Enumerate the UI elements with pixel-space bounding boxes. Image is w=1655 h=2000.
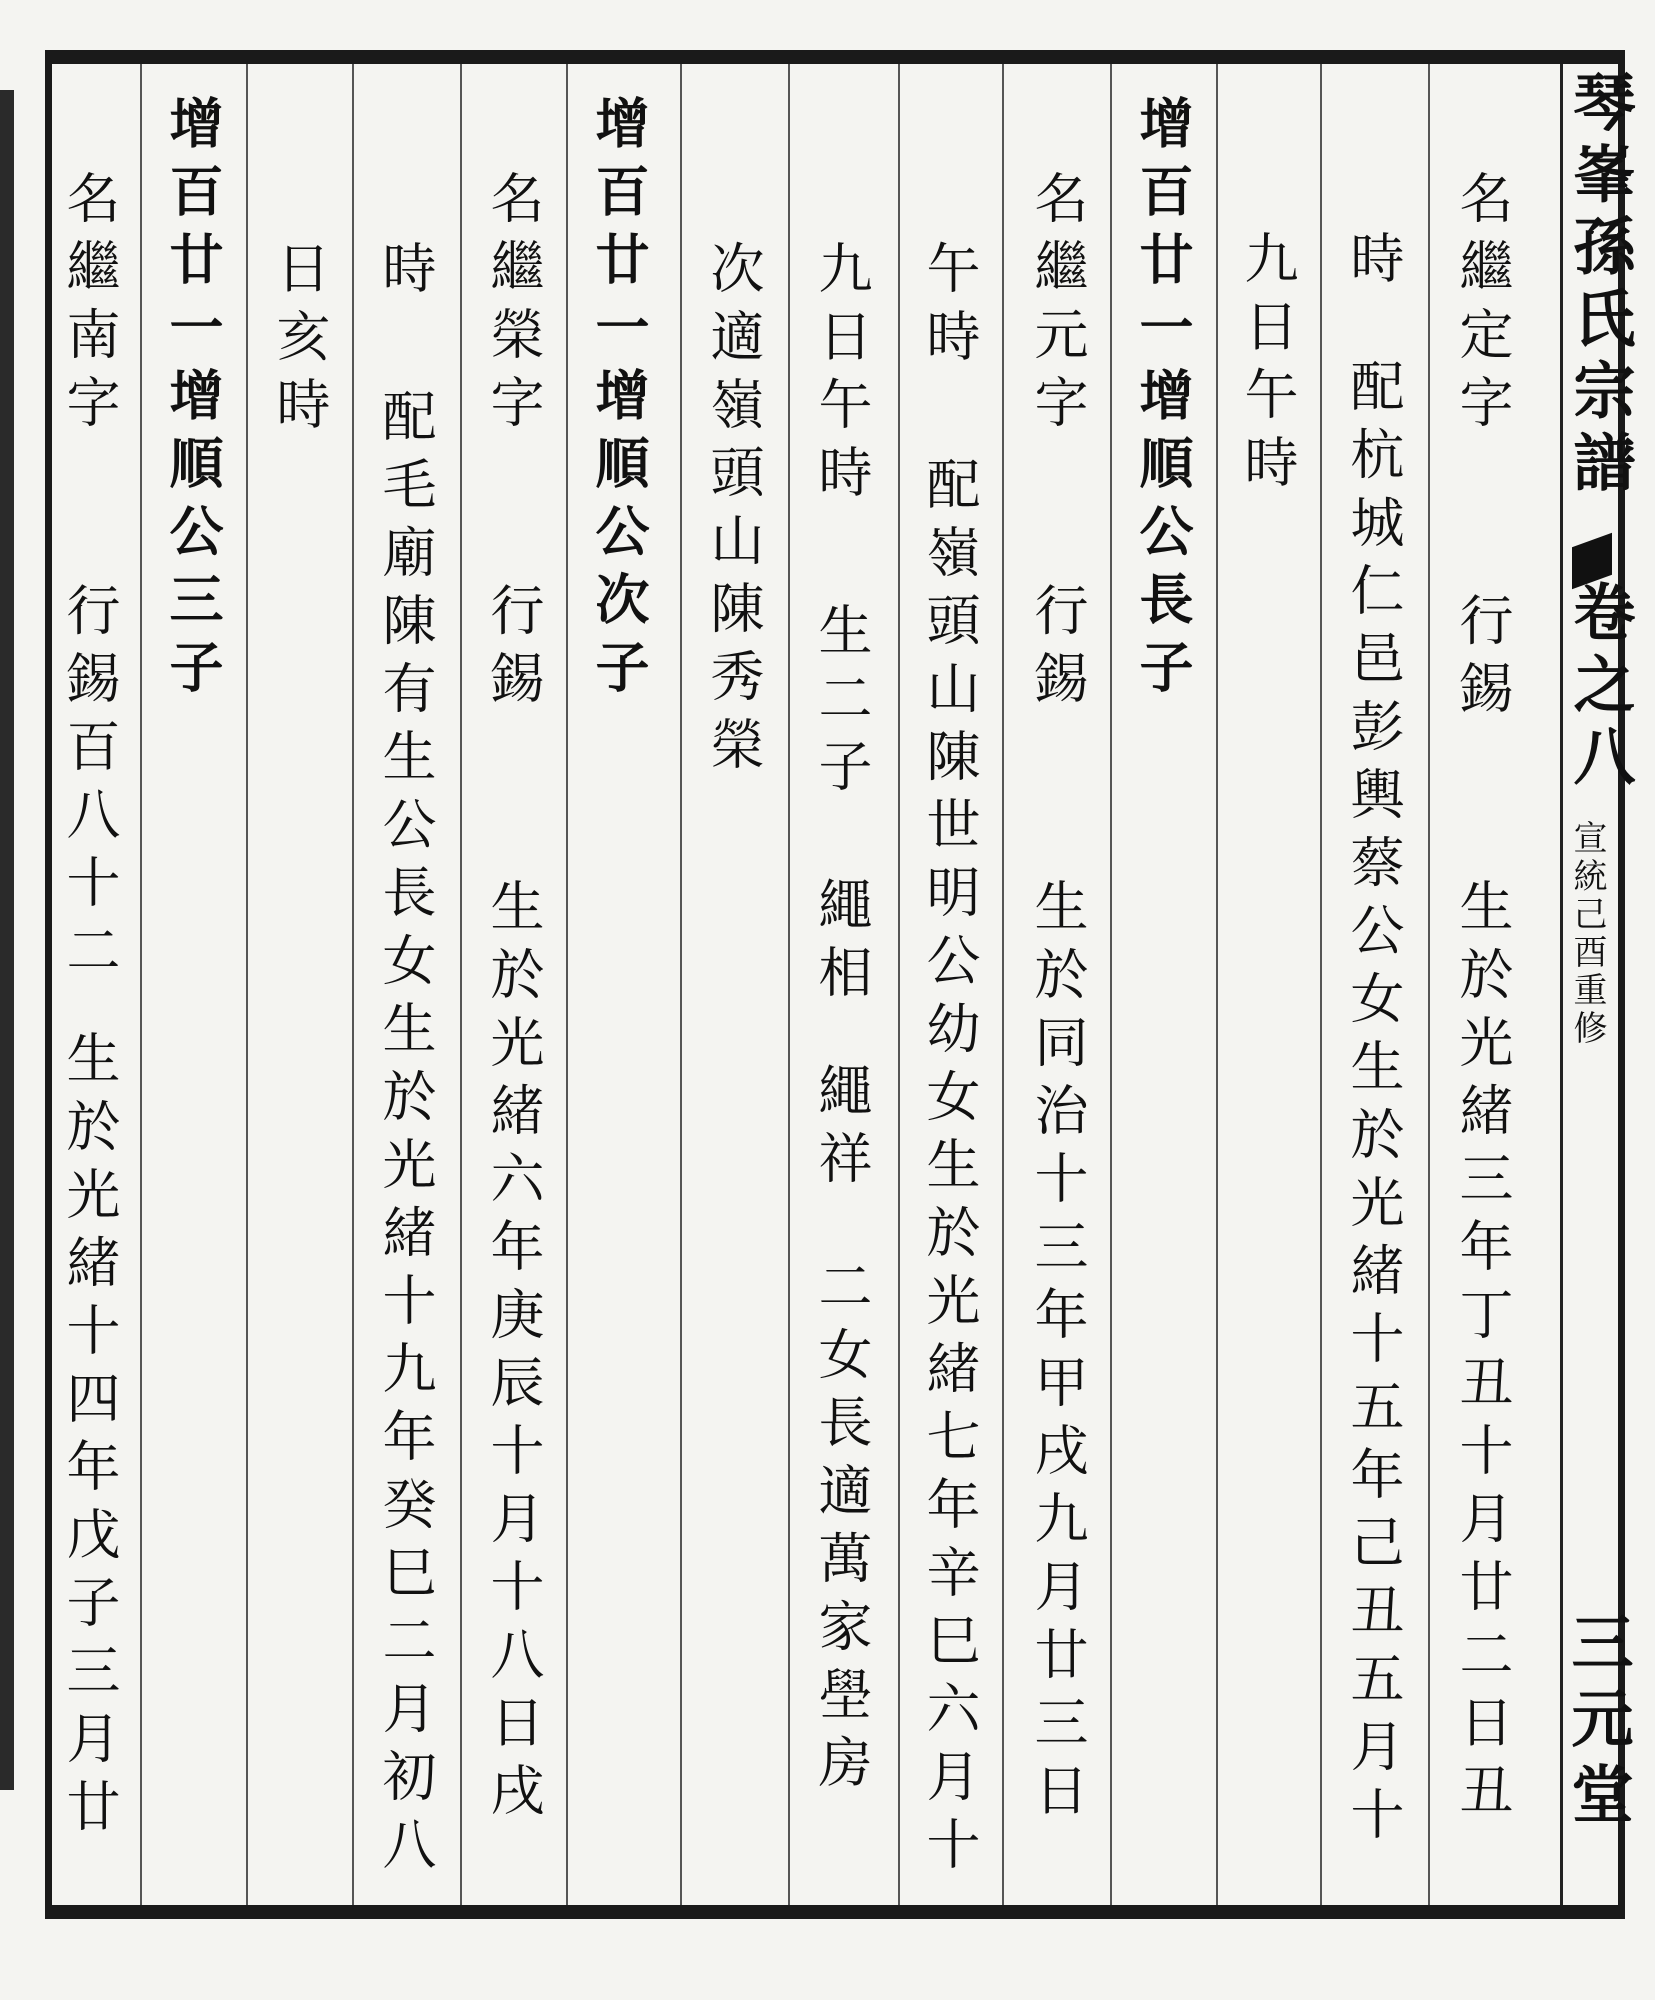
- entry-spouse: 配毛廟陳有生公長女生於光緒十九年癸巳二月初八: [374, 388, 437, 1884]
- column-rule: [1002, 64, 1004, 1905]
- margin-edition: 宣統己酉重修: [1567, 820, 1607, 1048]
- text-column-2: [1342, 230, 1405, 1854]
- margin-title: 琴峯孫氏宗譜: [1563, 70, 1636, 502]
- margin-hall-name: 三元堂: [1561, 1610, 1634, 1838]
- text-column-3: [1236, 230, 1299, 502]
- entry-name: 名繼南字: [58, 170, 121, 442]
- column-rule: [1428, 64, 1430, 1905]
- entry-time: 日亥時: [268, 240, 331, 444]
- column-rule: [352, 64, 354, 1905]
- text-column-7: [810, 240, 873, 1802]
- entry-name: 名繼榮字: [482, 170, 545, 442]
- text-column-11: [374, 240, 437, 1884]
- entry-son-1: 繩相: [810, 876, 873, 1012]
- entry-birth: 生於光緒十四年戊子三月廿: [58, 1030, 121, 1846]
- entry-daughter-2: 次適嶺頭山陳秀榮: [702, 240, 765, 784]
- column-rule: [1110, 64, 1112, 1905]
- column-rule: [1216, 64, 1218, 1905]
- text-column-13: [161, 95, 225, 707]
- entry-time: 九日午時: [810, 240, 873, 512]
- binding-edge: [0, 90, 14, 1790]
- entry-birth: 生於光緒六年庚辰十月十八日戌: [482, 878, 545, 1830]
- text-column-10: [482, 170, 545, 1830]
- text-column-9: [587, 95, 651, 707]
- text-column-8: [702, 240, 765, 784]
- frame-bottom-border: [45, 1905, 1625, 1919]
- column-rule: [246, 64, 248, 1905]
- margin-volume: 卷之八: [1563, 580, 1636, 796]
- frame-top-border: [45, 50, 1625, 64]
- column-rule: [1320, 64, 1322, 1905]
- entry-generation: 行錫: [1451, 592, 1514, 728]
- entry-children: 生二子: [810, 602, 873, 806]
- entry-spouse: 配杭城仁邑彭輿蔡公女生於光緒十五年己丑五月十: [1342, 358, 1405, 1854]
- entry-birth: 生於同治十三年甲戌九月廿三日: [1026, 878, 1089, 1830]
- column-rule: [460, 64, 462, 1905]
- text-column-4: [1131, 95, 1195, 707]
- column-rule: [680, 64, 682, 1905]
- entry-time: 時: [374, 240, 437, 308]
- entry-son-2: 繩祥: [810, 1062, 873, 1198]
- text-column-12: [268, 240, 331, 444]
- text-column-5: [1026, 170, 1089, 1830]
- column-rule: [140, 64, 142, 1905]
- entry-name: 名繼定字: [1451, 170, 1514, 442]
- entry-daughters: 二女長適萬家壆房: [810, 1258, 873, 1802]
- text-column-14: [58, 170, 121, 1846]
- text-column-1: [1451, 170, 1514, 1830]
- entry-birth: 生於光緒三年丁丑十月廿二日丑: [1451, 878, 1514, 1830]
- column-rule: [788, 64, 790, 1905]
- entry-time: 時: [1342, 230, 1405, 298]
- entry-lineage: 增百廿一增順公長子: [1131, 95, 1195, 707]
- entry-generation: 行錫: [482, 582, 545, 718]
- text-column-6: [918, 240, 981, 1884]
- entry-generation: 行錫百八十二: [58, 582, 121, 990]
- entry-time: 九日午時: [1236, 230, 1299, 502]
- frame-left-border: [45, 50, 52, 1919]
- entry-lineage: 增百廿一增順公次子: [587, 95, 651, 707]
- column-rule: [566, 64, 568, 1905]
- entry-time: 午時: [918, 240, 981, 376]
- entry-lineage: 增百廿一增順公三子: [161, 95, 225, 707]
- entry-name: 名繼元字: [1026, 170, 1089, 442]
- entry-generation: 行錫: [1026, 582, 1089, 718]
- column-rule: [898, 64, 900, 1905]
- entry-spouse: 配嶺頭山陳世明公幼女生於光緒七年辛巳六月十: [918, 456, 981, 1884]
